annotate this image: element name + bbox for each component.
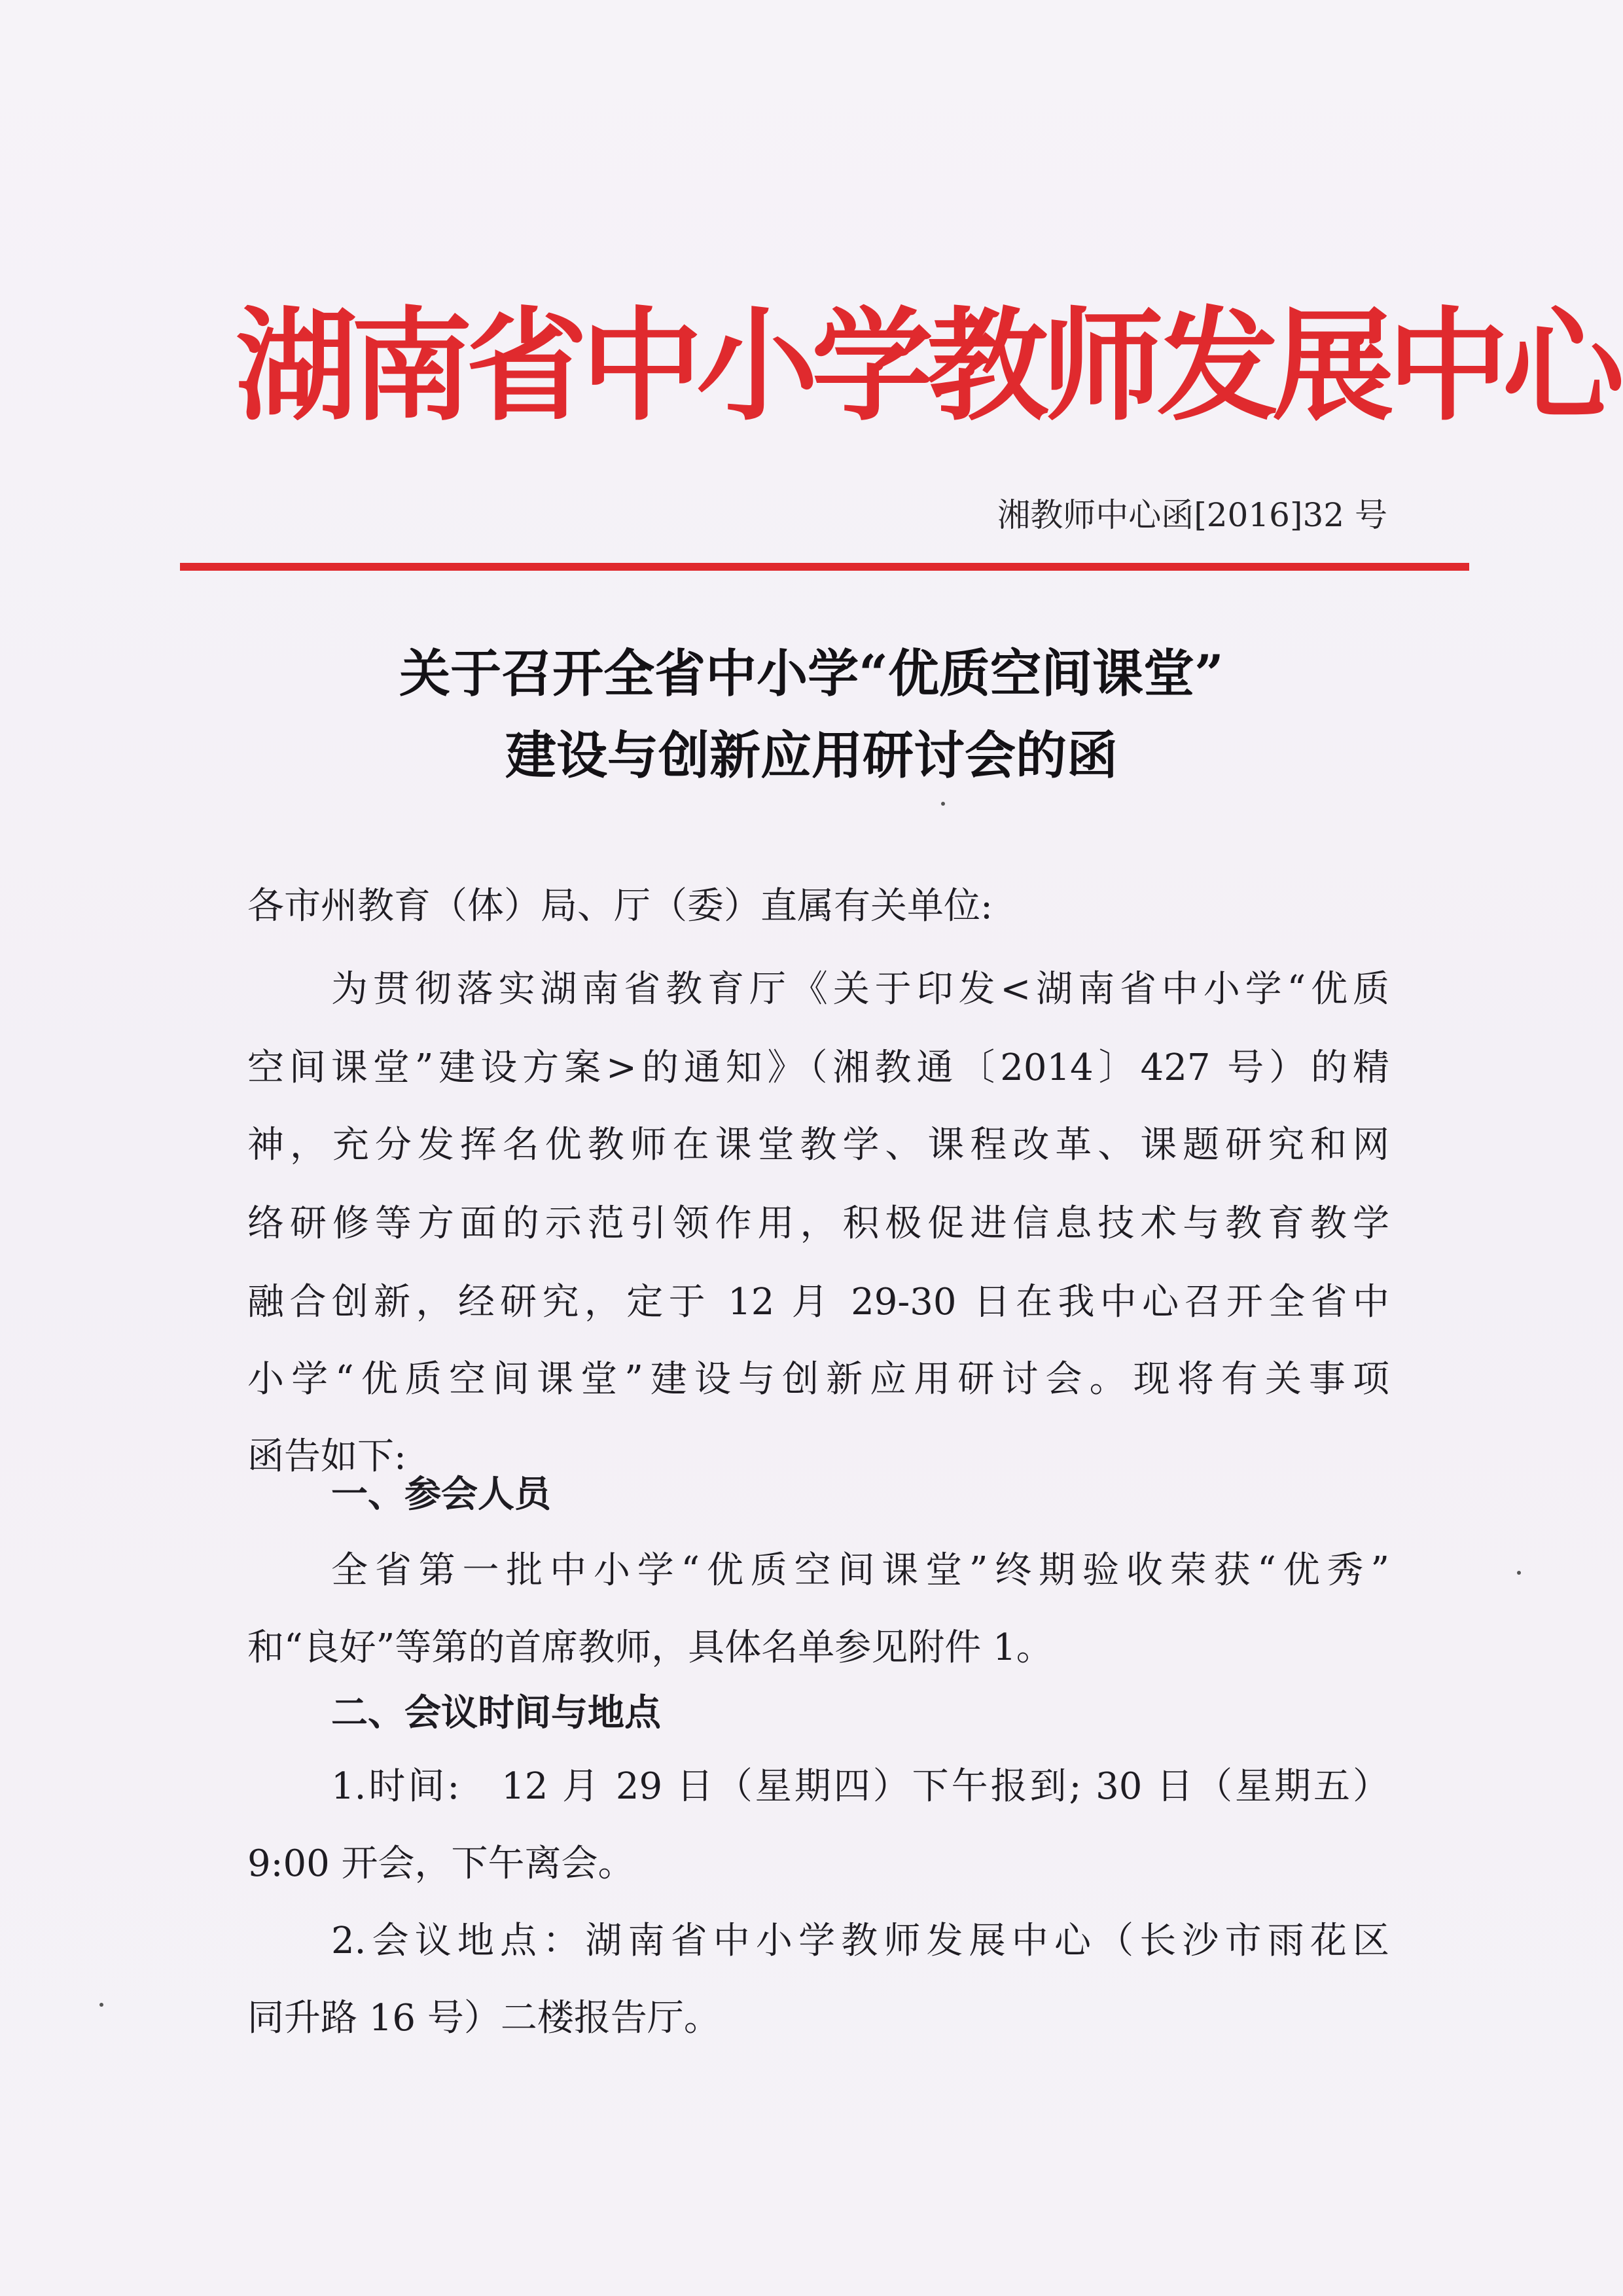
section-2-heading: 二、会议时间与地点: [331, 1692, 661, 1734]
section-1-line-1: 全省第一批中小学“优质空间课堂”终期验收荣获“优秀”: [331, 1549, 1389, 1592]
document-number: 湘教师中心函[2016]32 号: [997, 496, 1387, 534]
scan-speck: [99, 2003, 103, 2007]
intro-line-2: 空间课堂”建设方案>的通知》（湘教通〔2014〕427 号）的精: [247, 1047, 1389, 1089]
document-title-line-1: 关于召开全省中小学“优质空间课堂”: [399, 644, 1224, 704]
section-1-line-2: 和“良好”等第的首席教师，具体名单参见附件 1。: [247, 1626, 1053, 1669]
scan-speck: [941, 802, 945, 806]
intro-line-3: 神，充分发挥名优教师在课堂教学、课程改革、课题研究和网: [247, 1124, 1389, 1166]
section-1-heading: 一、参会人员: [331, 1473, 551, 1516]
section-2-line-4: 同升路 16 号）二楼报告厅。: [247, 1997, 721, 2039]
red-divider-line: [180, 563, 1469, 571]
letterhead-organization: 湖南省中小学教师发展中心: [236, 295, 1618, 437]
document-title-line-2: 建设与创新应用研讨会的函: [505, 726, 1118, 785]
section-2-line-1: 1.时间: 12 月 29 日（星期四）下午报到; 30 日（星期五）: [331, 1765, 1389, 1808]
intro-line-6: 小学“优质空间课堂”建设与创新应用研讨会。现将有关事项: [247, 1358, 1389, 1401]
scan-speck: [1517, 1571, 1521, 1575]
intro-line-1: 为贯彻落实湖南省教育厅《关于印发<湖南省中小学“优质: [331, 968, 1389, 1011]
salutation: 各市州教育（体）局、厅（委）直属有关单位:: [247, 885, 993, 927]
intro-line-5: 融合创新，经研究，定于 12 月 29-30 日在我中心召开全省中: [247, 1281, 1389, 1323]
section-2-line-3: 2.会议地点：湖南省中小学教师发展中心（长沙市雨花区: [331, 1920, 1389, 1962]
intro-line-4: 络研修等方面的示范引领作用，积极促进信息技术与教育教学: [247, 1202, 1389, 1245]
intro-line-7: 函告如下:: [247, 1435, 406, 1478]
section-2-line-2: 9:00 开会，下午离会。: [247, 1842, 635, 1885]
